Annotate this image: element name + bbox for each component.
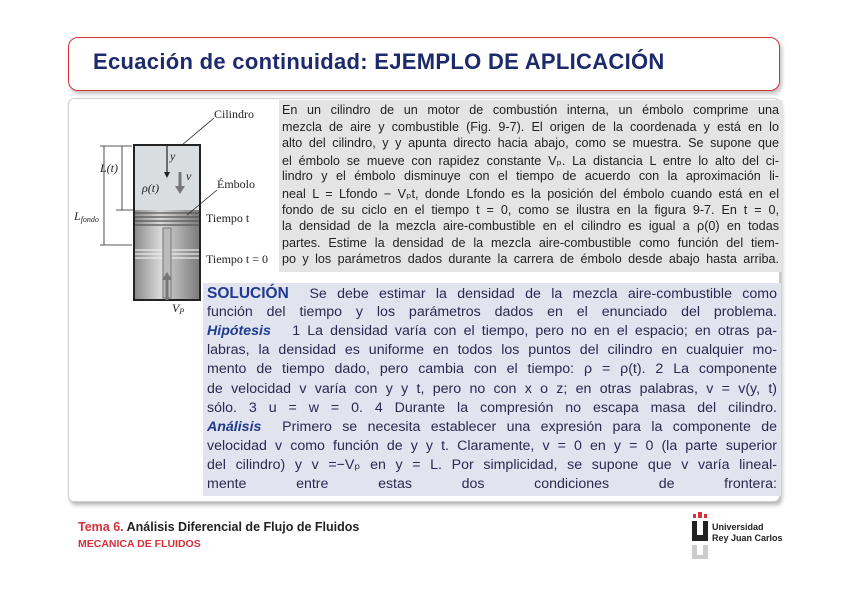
piston-label: Émbolo bbox=[217, 177, 255, 191]
urjc-logo-icon bbox=[690, 512, 710, 572]
solution-text: sólo. 3 u = w = 0. 4 Durante la compresión no escapa masa del cilindro. bbox=[207, 399, 777, 416]
problem-line: el émbolo se mueve con rapidez constante Vₚ. La distancia L entre lo alto del ci- bbox=[282, 153, 779, 168]
problem-line: lindro y el émbolo disminuye con el tiempo de acuerdo con la aproximación li- bbox=[282, 169, 779, 184]
solution-line bbox=[207, 342, 777, 358]
solution-line bbox=[207, 304, 777, 320]
solution-text: 1 La densidad varía con el tiempo, pero no en el espacio; en otras pa- bbox=[270, 323, 777, 340]
university-logo bbox=[690, 512, 790, 582]
solution-text: Se debe estimar la densidad de la mezcla aire-combustible como bbox=[288, 286, 777, 302]
problem-line: alto del cilindro, y y apunta directo hacia abajo, como se muestra. Se supone que bbox=[282, 136, 779, 151]
topic-number: Tema 6. bbox=[78, 520, 124, 534]
time-t-label: Tiempo t bbox=[206, 211, 250, 225]
solution-block bbox=[203, 283, 781, 496]
cylinder-label: Cilindro bbox=[214, 107, 255, 121]
problem-statement bbox=[279, 100, 782, 272]
solution-text: velocidad v como función de y y t. Claramente, v = 0 en y = 0 (la parte superior bbox=[207, 437, 777, 454]
logo-line1: Universidad bbox=[712, 522, 764, 532]
solution-section-label: Análisis bbox=[207, 418, 262, 435]
L-t-label: L(t) bbox=[100, 161, 118, 175]
solution-line bbox=[207, 381, 777, 397]
solution-text: labras, la densidad es uniforme en todos los puntos del cilindro en cualquier mo- bbox=[207, 342, 777, 359]
y-label: y bbox=[170, 149, 176, 163]
footer-topic bbox=[78, 520, 359, 534]
problem-line: En un cilindro de un motor de combustión interna, un émbolo comprime una bbox=[282, 103, 779, 117]
solution-text: Primero se necesita establecer una expresión para la componente de bbox=[261, 418, 777, 435]
solution-line bbox=[207, 400, 777, 416]
solution-line bbox=[207, 323, 777, 339]
problem-line: fondo de su ciclo en el tiempo t = 0, como se ilustra en la figura 9-7. En t = 0, bbox=[282, 202, 779, 217]
solution-text: mento de tiempo dado, pero cambia con el tiempo: ρ = ρ(t). 2 La componente bbox=[207, 361, 777, 378]
vp-label: VP bbox=[172, 301, 185, 316]
solution-line bbox=[207, 476, 777, 492]
solution-section-label: Hipótesis bbox=[207, 323, 271, 340]
title-box bbox=[68, 37, 780, 91]
problem-line: partes. Estime la densidad de la mezcla aire-combustible como función del tiem- bbox=[282, 235, 779, 250]
solution-text: del cilindro) y v =−Vₚ en y = L. Por simplicidad, se supone que v varía lineal- bbox=[207, 456, 777, 473]
v-label: v bbox=[186, 169, 192, 183]
L-fondo-label: Lfondo bbox=[74, 209, 99, 224]
solution-section-label: SOLUCIÓN bbox=[207, 285, 289, 302]
time-0-label: Tiempo t = 0 bbox=[206, 252, 269, 266]
solution-line bbox=[207, 285, 777, 303]
solution-text: de velocidad v varía con y y t, pero no con x o z; en otras palabras, v = v(y, t) bbox=[207, 380, 777, 397]
problem-line: mezcla de aire y combustible (Fig. 9-7). El origen de la coordenada y está en lo bbox=[282, 119, 779, 134]
rho-label: ρ(t) bbox=[142, 181, 160, 195]
solution-text: mente entre estas dos condiciones de frontera: bbox=[207, 476, 777, 492]
solution-text: función del tiempo y los parámetros dados en el enunciado del problema. bbox=[207, 304, 777, 321]
solution-line bbox=[207, 419, 777, 435]
problem-line: la densidad de la mezcla aire-combustible en el cilindro es igual a ρ(0) en todas bbox=[282, 219, 779, 234]
footer-course: MECANICA DE FLUIDOS bbox=[78, 538, 201, 550]
solution-line bbox=[207, 361, 777, 377]
solution-line bbox=[207, 438, 777, 454]
problem-line: po y los parámetros dados durante la carrera de émbolo desde abajo hasta arriba. bbox=[282, 252, 779, 267]
solution-line bbox=[207, 457, 777, 473]
logo-line2: Rey Juan Carlos bbox=[712, 533, 783, 543]
problem-line: neal L = Lfondo − Vₚt, donde Lfondo es la posición del émbolo cuando está en el bbox=[282, 187, 779, 201]
slide-title: Ecuación de continuidad: EJEMPLO DE APLICACIÓN bbox=[93, 49, 665, 74]
topic-title: Análisis Diferencial de Flujo de Fluidos bbox=[123, 520, 360, 534]
